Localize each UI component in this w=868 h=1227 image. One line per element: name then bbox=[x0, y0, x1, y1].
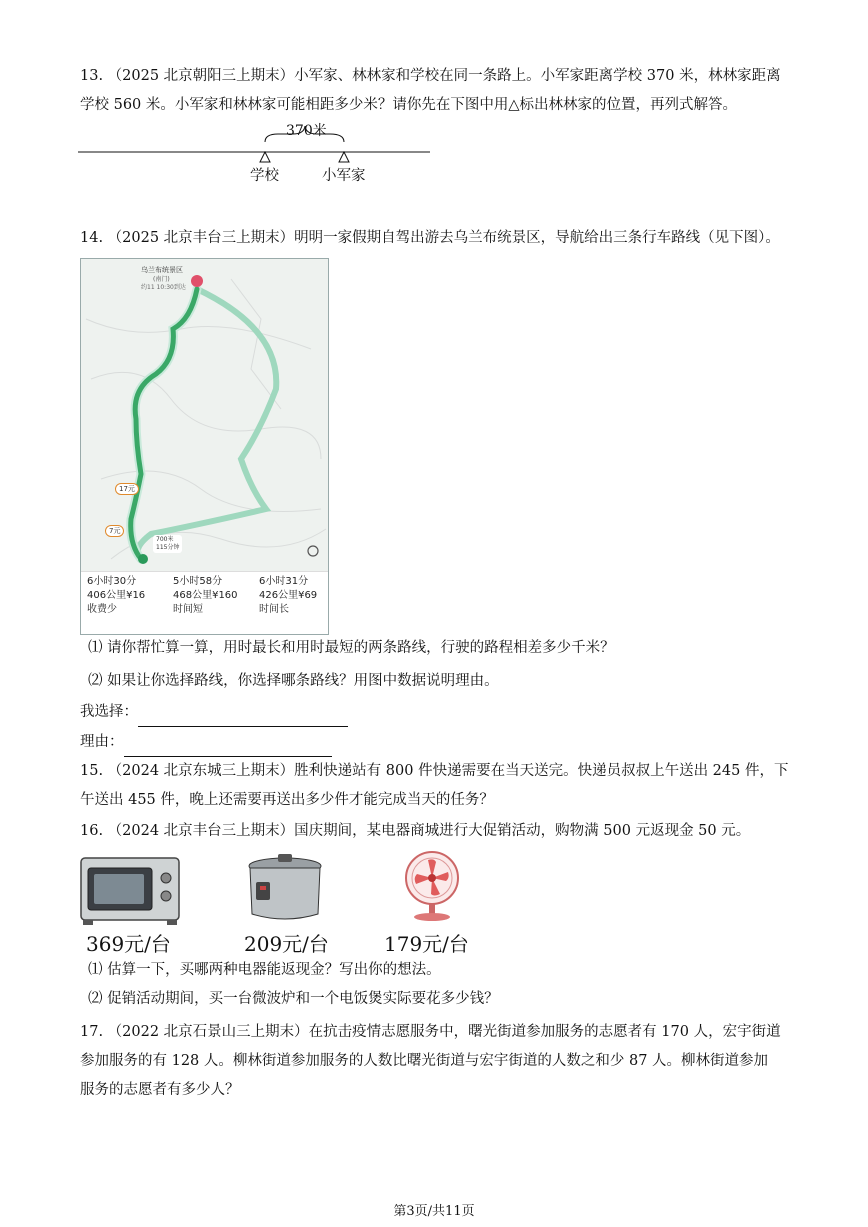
q14-subquestions bbox=[88, 634, 792, 696]
microwave-icon bbox=[80, 856, 182, 928]
rice-cooker-price: 209元/台 bbox=[244, 932, 329, 956]
rice-cooker-icon bbox=[242, 852, 328, 924]
q16-text bbox=[80, 817, 792, 846]
q14-sub2: ⑵ 如果让你选择路线，你选择哪条路线？用图中数据说明理由。 bbox=[88, 673, 499, 689]
toll-badge-1: 17元 bbox=[115, 483, 139, 495]
route-option-2[interactable]: 5小时58分 468公里¥160 时间短 bbox=[173, 576, 238, 615]
q14-choose-row bbox=[80, 698, 792, 727]
q17-text bbox=[80, 1018, 792, 1105]
route-map bbox=[80, 258, 329, 635]
map-dest-info: 约11 10:30到达 bbox=[141, 284, 186, 291]
q17-line1: 17. （2022 北京石景山三上期末）在抗击疫情志愿服务中，曙光街道参加服务的志愿者有 170 人，宏宇街道 bbox=[80, 1024, 781, 1040]
reason-answer-blank[interactable] bbox=[124, 740, 332, 757]
map-dest-sub: (南门) bbox=[153, 276, 170, 283]
xiaojun-label: 小军家 bbox=[322, 168, 366, 184]
q15-text bbox=[80, 757, 792, 815]
school-triangle-icon bbox=[260, 152, 270, 162]
route-option-1[interactable]: 6小时30分 406公里¥16 收费少 bbox=[87, 576, 146, 615]
route-panel bbox=[81, 571, 328, 635]
q17-line3: 服务的志愿者有多少人？ bbox=[80, 1082, 240, 1098]
toll-badge-2: 7元 bbox=[105, 525, 124, 537]
q16-sub1: ⑴ 估算一下，买哪两种电器能返现金？写出你的想法。 bbox=[88, 962, 441, 978]
choose-label: 我选择： bbox=[80, 704, 138, 720]
map-callout: 700米 115分钟 bbox=[153, 535, 182, 553]
q14-reason-row bbox=[80, 728, 792, 757]
electric-fan-icon bbox=[398, 850, 468, 922]
q14-line1: 14. （2025 北京丰台三上期末）明明一家假期自驾出游去乌兰布统景区，导航给出三条行车路线（见下图）。 bbox=[80, 230, 780, 246]
q13-diagram bbox=[78, 122, 438, 192]
microwave-price: 369元/台 bbox=[86, 932, 171, 956]
q17-line2: 参加服务的有 128 人。柳林街道参加服务的人数比曙光街道与宏宇街道的人数之和少 87 人。柳林街道参加 bbox=[80, 1053, 769, 1069]
map-dest-label: 乌兰布统景区 bbox=[141, 266, 183, 274]
fan-price: 179元/台 bbox=[384, 932, 469, 956]
q13-line2: 学校 560 米。小军家和林林家可能相距多少米？请你先在下图中用△标出林林家的位置，再列式解答。 bbox=[80, 97, 738, 113]
xiaojun-triangle-icon bbox=[339, 152, 349, 162]
destination-pin-icon bbox=[191, 275, 203, 287]
route-option-3[interactable]: 6小时31分 426公里¥69 时间长 bbox=[259, 576, 318, 615]
school-label: 学校 bbox=[250, 168, 279, 184]
q16-sub2: ⑵ 促销活动期间，买一台微波炉和一个电饭煲实际要花多少钱？ bbox=[88, 991, 499, 1007]
q13-text bbox=[80, 62, 792, 120]
q16-line1: 16. （2024 北京丰台三上期末）国庆期间，某电器商城进行大促销活动，购物满 500 元返现金 50 元。 bbox=[80, 823, 751, 839]
q15-line1: 15. （2024 北京东城三上期末）胜利快递站有 800 件快递需要在当天送完。快递员叔叔上午送出 245 件，下 bbox=[80, 763, 789, 779]
q13-line1: 13. （2025 北京朝阳三上期末）小军家、林林家和学校在同一条路上。小军家距离学校 370 米，林林家距离 bbox=[80, 68, 781, 84]
q15-line2: 午送出 455 件，晚上还需要再送出多少件才能完成当天的任务？ bbox=[80, 792, 494, 808]
choose-answer-blank[interactable] bbox=[138, 710, 348, 727]
distance-label: 370米 bbox=[286, 123, 327, 139]
reason-label: 理由： bbox=[80, 734, 124, 750]
start-pin-icon bbox=[138, 554, 148, 564]
q14-sub1: ⑴ 请你帮忙算一算，用时最长和用时最短的两条路线，行驶的路程相差多少千米？ bbox=[88, 640, 615, 656]
page-number: 第3页/共11页 bbox=[393, 1204, 475, 1219]
q16-subquestions bbox=[88, 956, 792, 1014]
q14-text bbox=[80, 224, 792, 253]
